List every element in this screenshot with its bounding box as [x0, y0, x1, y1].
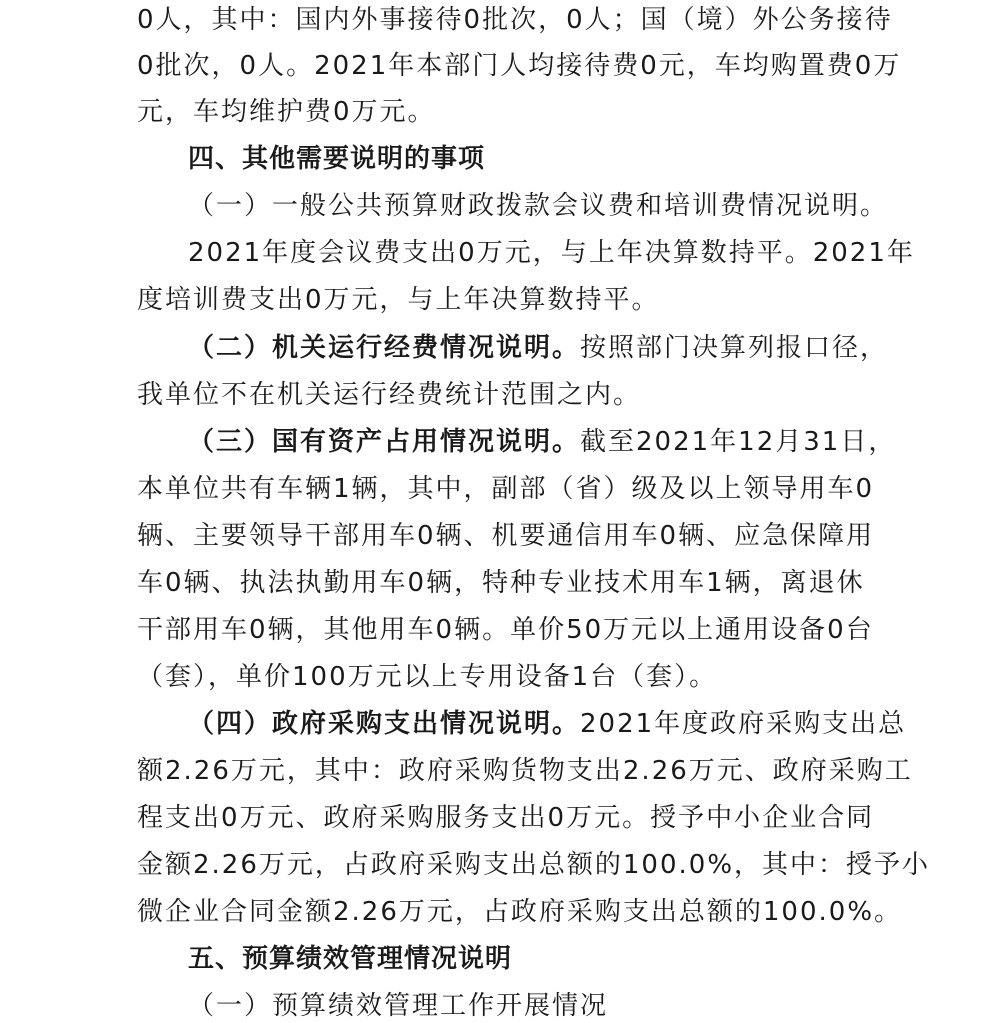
- subsection-line: [188, 426, 896, 458]
- paragraph-line: 我单位不在机关运行经费统计范围之内。: [137, 380, 642, 410]
- paragraph-line: 金额2.26万元，占政府采购支出总额的100.0%，其中：授予小: [137, 850, 931, 880]
- paragraph-line: 程支出0万元、政府采购服务支出0万元。授予中小企业合同: [137, 803, 875, 833]
- subsection-heading-4-4: （四）政府采购支出情况说明。: [188, 709, 581, 739]
- paragraph-line: 2021年度会议费支出0万元，与上年决算数持平。2021年: [188, 238, 915, 268]
- paragraph-line: 额2.26万元，其中：政府采购货物支出2.26万元、政府采购工: [137, 756, 913, 786]
- paragraph-line: 0人，其中：国内外事接待0批次，0人；国（境）外公务接待: [137, 5, 893, 35]
- subsection-line: [188, 332, 888, 364]
- section-heading-5: 五、预算绩效管理情况说明: [188, 944, 513, 974]
- subsection-heading-4-3: （三）国有资产占用情况说明。: [188, 427, 581, 457]
- subsection-heading-4-1: （一）一般公共预算财政拨款会议费和培训费情况说明。: [188, 191, 889, 221]
- subsection-text: 2021年度政府采购支出总: [580, 709, 907, 739]
- paragraph-line: （套），单价100万元以上专用设备1台（套）。: [137, 662, 718, 692]
- paragraph-line: 0批次，0人。2021年本部门人均接待费0元，车均购置费0万: [137, 51, 902, 81]
- subsection-text: 按照部门决算列报口径，: [580, 333, 889, 363]
- paragraph-line: 度培训费支出0万元，与上年决算数持平。: [137, 285, 660, 315]
- subsection-line: [188, 708, 906, 740]
- paragraph-line: 本单位共有车辆1辆，其中，副部（省）级及以上领导用车0: [137, 474, 875, 504]
- section-heading-4: 四、其他需要说明的事项: [188, 144, 486, 174]
- subsection-text: 截至2021年12月31日，: [580, 427, 897, 457]
- paragraph-line: 车0辆、执法执勤用车0辆，特种专业技术用车1辆，离退休: [137, 568, 865, 598]
- paragraph-line: 元，车均维护费0万元。: [137, 97, 436, 127]
- subsection-heading-5-1: （一）预算绩效管理工作开展情况: [188, 991, 609, 1021]
- subsection-heading-4-2: （二）机关运行经费情况说明。: [188, 333, 581, 363]
- paragraph-line: 微企业合同金额2.26万元，占政府采购支出总额的100.0%。: [137, 897, 903, 927]
- paragraph-line: 辆、主要领导干部用车0辆、机要通信用车0辆、应急保障用: [137, 521, 875, 551]
- paragraph-line: 干部用车0辆，其他用车0辆。单价50万元以上通用设备0台: [137, 615, 874, 645]
